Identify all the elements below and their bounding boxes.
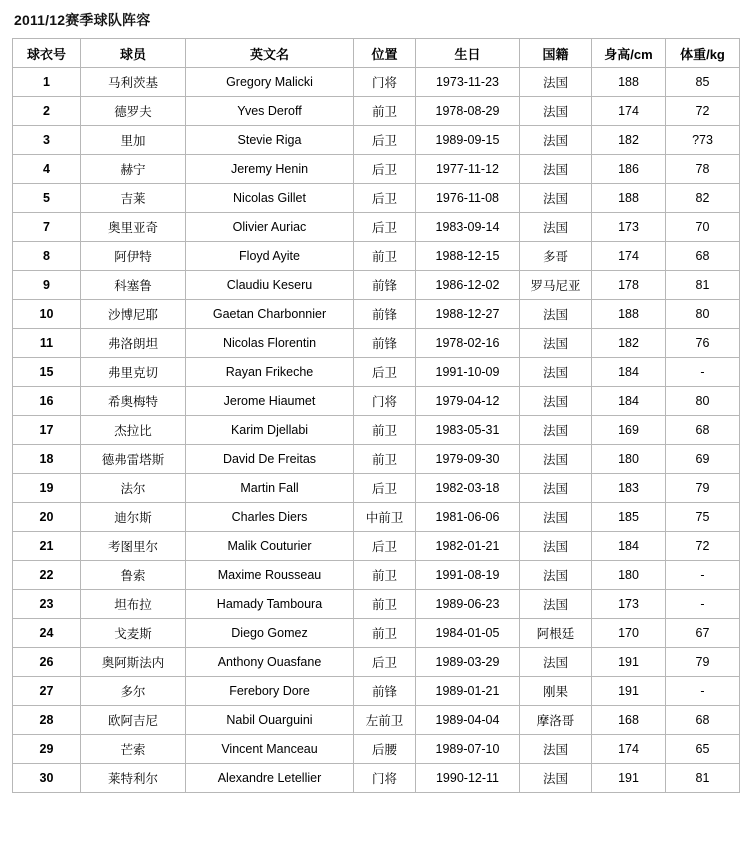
cell-nationality: 多哥 <box>520 242 592 271</box>
cell-birthday: 1978-02-16 <box>416 329 520 358</box>
table-row <box>13 358 740 387</box>
cell-position: 前锋 <box>354 677 416 706</box>
cell-jersey: 17 <box>13 416 81 445</box>
cell-height: 178 <box>592 271 666 300</box>
cell-english-name: Anthony Ouasfane <box>186 648 354 677</box>
table-header <box>13 39 740 68</box>
cell-weight: 80 <box>666 387 740 416</box>
cell-player: 德弗雷塔斯 <box>81 445 186 474</box>
cell-player: 沙博尼耶 <box>81 300 186 329</box>
table-row <box>13 648 740 677</box>
table-row <box>13 271 740 300</box>
cell-english-name: Stevie Riga <box>186 126 354 155</box>
cell-height: 184 <box>592 358 666 387</box>
cell-player: 希奥梅特 <box>81 387 186 416</box>
cell-position: 前锋 <box>354 329 416 358</box>
cell-height: 180 <box>592 561 666 590</box>
cell-position: 后卫 <box>354 358 416 387</box>
cell-height: 186 <box>592 155 666 184</box>
cell-height: 168 <box>592 706 666 735</box>
cell-height: 188 <box>592 68 666 97</box>
cell-height: 188 <box>592 184 666 213</box>
cell-birthday: 1989-06-23 <box>416 590 520 619</box>
cell-position: 前卫 <box>354 561 416 590</box>
cell-nationality: 法国 <box>520 213 592 242</box>
cell-birthday: 1984-01-05 <box>416 619 520 648</box>
cell-weight: 82 <box>666 184 740 213</box>
cell-english-name: Gregory Malicki <box>186 68 354 97</box>
cell-english-name: Maxime Rousseau <box>186 561 354 590</box>
cell-position: 后卫 <box>354 213 416 242</box>
cell-height: 184 <box>592 387 666 416</box>
cell-birthday: 1986-12-02 <box>416 271 520 300</box>
cell-height: 182 <box>592 329 666 358</box>
cell-jersey: 27 <box>13 677 81 706</box>
cell-weight: 68 <box>666 242 740 271</box>
cell-nationality: 法国 <box>520 300 592 329</box>
cell-jersey: 4 <box>13 155 81 184</box>
cell-player: 吉莱 <box>81 184 186 213</box>
cell-position: 前卫 <box>354 416 416 445</box>
cell-english-name: Nicolas Gillet <box>186 184 354 213</box>
column-header-player: 球员 <box>81 39 186 68</box>
cell-height: 173 <box>592 213 666 242</box>
cell-weight: 80 <box>666 300 740 329</box>
cell-player: 莱特利尔 <box>81 764 186 793</box>
cell-weight: 68 <box>666 706 740 735</box>
cell-nationality: 刚果 <box>520 677 592 706</box>
cell-height: 180 <box>592 445 666 474</box>
cell-nationality: 阿根廷 <box>520 619 592 648</box>
cell-height: 191 <box>592 764 666 793</box>
cell-english-name: Martin Fall <box>186 474 354 503</box>
cell-nationality: 罗马尼亚 <box>520 271 592 300</box>
cell-birthday: 1983-09-14 <box>416 213 520 242</box>
table-row <box>13 474 740 503</box>
cell-position: 后卫 <box>354 126 416 155</box>
cell-player: 法尔 <box>81 474 186 503</box>
cell-weight: 68 <box>666 416 740 445</box>
table-row <box>13 155 740 184</box>
cell-position: 前锋 <box>354 300 416 329</box>
cell-position: 前锋 <box>354 271 416 300</box>
cell-english-name: Floyd Ayite <box>186 242 354 271</box>
cell-position: 后卫 <box>354 184 416 213</box>
cell-height: 185 <box>592 503 666 532</box>
cell-jersey: 22 <box>13 561 81 590</box>
cell-jersey: 2 <box>13 97 81 126</box>
cell-weight: - <box>666 358 740 387</box>
cell-nationality: 法国 <box>520 184 592 213</box>
cell-nationality: 法国 <box>520 590 592 619</box>
column-header-nationality: 国籍 <box>520 39 592 68</box>
cell-jersey: 21 <box>13 532 81 561</box>
cell-height: 191 <box>592 677 666 706</box>
cell-jersey: 7 <box>13 213 81 242</box>
cell-position: 中前卫 <box>354 503 416 532</box>
cell-height: 173 <box>592 590 666 619</box>
cell-jersey: 8 <box>13 242 81 271</box>
cell-weight: 85 <box>666 68 740 97</box>
cell-weight: 79 <box>666 648 740 677</box>
cell-english-name: Yves Deroff <box>186 97 354 126</box>
column-header-height: 身高/cm <box>592 39 666 68</box>
cell-english-name: Charles Diers <box>186 503 354 532</box>
cell-player: 阿伊特 <box>81 242 186 271</box>
cell-birthday: 1988-12-15 <box>416 242 520 271</box>
cell-height: 174 <box>592 735 666 764</box>
cell-height: 184 <box>592 532 666 561</box>
cell-player: 芒索 <box>81 735 186 764</box>
cell-nationality: 法国 <box>520 503 592 532</box>
table-row <box>13 329 740 358</box>
cell-weight: 69 <box>666 445 740 474</box>
cell-nationality: 法国 <box>520 126 592 155</box>
cell-weight: 72 <box>666 97 740 126</box>
cell-english-name: Gaetan Charbonnier <box>186 300 354 329</box>
cell-jersey: 9 <box>13 271 81 300</box>
cell-jersey: 18 <box>13 445 81 474</box>
cell-position: 门将 <box>354 387 416 416</box>
cell-english-name: Hamady Tamboura <box>186 590 354 619</box>
table-row <box>13 532 740 561</box>
cell-english-name: Alexandre Letellier <box>186 764 354 793</box>
table-row <box>13 764 740 793</box>
table-row <box>13 561 740 590</box>
cell-player: 奥里亚奇 <box>81 213 186 242</box>
cell-player: 赫宁 <box>81 155 186 184</box>
cell-position: 前卫 <box>354 590 416 619</box>
cell-birthday: 1991-10-09 <box>416 358 520 387</box>
cell-jersey: 1 <box>13 68 81 97</box>
cell-nationality: 法国 <box>520 648 592 677</box>
cell-birthday: 1989-03-29 <box>416 648 520 677</box>
table-row <box>13 706 740 735</box>
cell-jersey: 16 <box>13 387 81 416</box>
cell-weight: ?73 <box>666 126 740 155</box>
cell-birthday: 1973-11-23 <box>416 68 520 97</box>
cell-height: 188 <box>592 300 666 329</box>
cell-birthday: 1976-11-08 <box>416 184 520 213</box>
table-row <box>13 503 740 532</box>
table-row <box>13 416 740 445</box>
cell-jersey: 15 <box>13 358 81 387</box>
cell-weight: 81 <box>666 764 740 793</box>
cell-player: 考图里尔 <box>81 532 186 561</box>
cell-english-name: Olivier Auriac <box>186 213 354 242</box>
cell-position: 前卫 <box>354 242 416 271</box>
table-row <box>13 590 740 619</box>
cell-jersey: 3 <box>13 126 81 155</box>
cell-nationality: 法国 <box>520 416 592 445</box>
cell-height: 182 <box>592 126 666 155</box>
cell-nationality: 法国 <box>520 764 592 793</box>
column-header-birthday: 生日 <box>416 39 520 68</box>
cell-player: 里加 <box>81 126 186 155</box>
cell-player: 弗洛朗坦 <box>81 329 186 358</box>
cell-weight: 75 <box>666 503 740 532</box>
cell-nationality: 法国 <box>520 474 592 503</box>
table-row <box>13 213 740 242</box>
cell-birthday: 1989-09-15 <box>416 126 520 155</box>
cell-nationality: 法国 <box>520 532 592 561</box>
cell-nationality: 法国 <box>520 68 592 97</box>
cell-nationality: 法国 <box>520 358 592 387</box>
cell-weight: - <box>666 677 740 706</box>
cell-english-name: Diego Gomez <box>186 619 354 648</box>
table-row <box>13 126 740 155</box>
cell-weight: 76 <box>666 329 740 358</box>
table-body <box>13 68 740 793</box>
cell-player: 多尔 <box>81 677 186 706</box>
cell-position: 门将 <box>354 68 416 97</box>
cell-birthday: 1979-04-12 <box>416 387 520 416</box>
cell-english-name: Claudiu Keseru <box>186 271 354 300</box>
cell-english-name: Nicolas Florentin <box>186 329 354 358</box>
cell-jersey: 28 <box>13 706 81 735</box>
cell-birthday: 1991-08-19 <box>416 561 520 590</box>
cell-english-name: Rayan Frikeche <box>186 358 354 387</box>
table-row <box>13 97 740 126</box>
cell-birthday: 1979-09-30 <box>416 445 520 474</box>
table-row <box>13 68 740 97</box>
cell-nationality: 法国 <box>520 445 592 474</box>
table-row <box>13 242 740 271</box>
cell-birthday: 1982-03-18 <box>416 474 520 503</box>
cell-height: 191 <box>592 648 666 677</box>
cell-position: 前卫 <box>354 445 416 474</box>
roster-table <box>12 38 740 793</box>
cell-height: 174 <box>592 242 666 271</box>
cell-english-name: Jeremy Henin <box>186 155 354 184</box>
cell-height: 170 <box>592 619 666 648</box>
cell-nationality: 法国 <box>520 155 592 184</box>
cell-nationality: 法国 <box>520 561 592 590</box>
cell-birthday: 1990-12-11 <box>416 764 520 793</box>
cell-player: 坦布拉 <box>81 590 186 619</box>
cell-birthday: 1989-07-10 <box>416 735 520 764</box>
cell-height: 169 <box>592 416 666 445</box>
cell-weight: - <box>666 561 740 590</box>
cell-player: 鲁索 <box>81 561 186 590</box>
cell-weight: 78 <box>666 155 740 184</box>
table-row <box>13 387 740 416</box>
cell-weight: 70 <box>666 213 740 242</box>
cell-jersey: 30 <box>13 764 81 793</box>
table-row <box>13 300 740 329</box>
cell-position: 后卫 <box>354 155 416 184</box>
cell-jersey: 29 <box>13 735 81 764</box>
cell-birthday: 1989-01-21 <box>416 677 520 706</box>
cell-birthday: 1983-05-31 <box>416 416 520 445</box>
cell-jersey: 19 <box>13 474 81 503</box>
cell-english-name: Vincent Manceau <box>186 735 354 764</box>
cell-nationality: 法国 <box>520 387 592 416</box>
cell-height: 183 <box>592 474 666 503</box>
cell-player: 科塞鲁 <box>81 271 186 300</box>
cell-height: 174 <box>592 97 666 126</box>
table-row <box>13 735 740 764</box>
cell-weight: 79 <box>666 474 740 503</box>
cell-player: 奥阿斯法内 <box>81 648 186 677</box>
cell-position: 前卫 <box>354 97 416 126</box>
cell-jersey: 11 <box>13 329 81 358</box>
cell-jersey: 5 <box>13 184 81 213</box>
cell-english-name: Karim Djellabi <box>186 416 354 445</box>
cell-player: 德罗夫 <box>81 97 186 126</box>
cell-english-name: Jerome Hiaumet <box>186 387 354 416</box>
cell-position: 门将 <box>354 764 416 793</box>
cell-weight: 67 <box>666 619 740 648</box>
cell-jersey: 24 <box>13 619 81 648</box>
cell-nationality: 法国 <box>520 97 592 126</box>
cell-position: 后卫 <box>354 474 416 503</box>
cell-jersey: 20 <box>13 503 81 532</box>
table-row <box>13 619 740 648</box>
cell-player: 马利茨基 <box>81 68 186 97</box>
table-header-row <box>13 39 740 68</box>
column-header-weight: 体重/kg <box>666 39 740 68</box>
page-title: 2011/12赛季球队阵容 <box>14 12 151 28</box>
cell-jersey: 10 <box>13 300 81 329</box>
cell-birthday: 1981-06-06 <box>416 503 520 532</box>
cell-player: 迪尔斯 <box>81 503 186 532</box>
cell-weight: - <box>666 590 740 619</box>
cell-player: 弗里克切 <box>81 358 186 387</box>
column-header-jersey: 球衣号 <box>13 39 81 68</box>
cell-english-name: Malik Couturier <box>186 532 354 561</box>
cell-jersey: 26 <box>13 648 81 677</box>
cell-position: 后卫 <box>354 532 416 561</box>
cell-birthday: 1989-04-04 <box>416 706 520 735</box>
cell-player: 戈麦斯 <box>81 619 186 648</box>
cell-weight: 65 <box>666 735 740 764</box>
cell-nationality: 法国 <box>520 329 592 358</box>
table-row <box>13 677 740 706</box>
cell-english-name: Ferebory Dore <box>186 677 354 706</box>
cell-player: 杰拉比 <box>81 416 186 445</box>
cell-birthday: 1978-08-29 <box>416 97 520 126</box>
cell-position: 后卫 <box>354 648 416 677</box>
cell-jersey: 23 <box>13 590 81 619</box>
cell-position: 左前卫 <box>354 706 416 735</box>
cell-weight: 72 <box>666 532 740 561</box>
cell-birthday: 1982-01-21 <box>416 532 520 561</box>
cell-english-name: David De Freitas <box>186 445 354 474</box>
cell-position: 后腰 <box>354 735 416 764</box>
table-row <box>13 445 740 474</box>
cell-birthday: 1988-12-27 <box>416 300 520 329</box>
cell-position: 前卫 <box>354 619 416 648</box>
column-header-english-name: 英文名 <box>186 39 354 68</box>
column-header-position: 位置 <box>354 39 416 68</box>
table-row <box>13 184 740 213</box>
cell-english-name: Nabil Ouarguini <box>186 706 354 735</box>
cell-player: 欧阿吉尼 <box>81 706 186 735</box>
cell-birthday: 1977-11-12 <box>416 155 520 184</box>
cell-nationality: 摩洛哥 <box>520 706 592 735</box>
cell-nationality: 法国 <box>520 735 592 764</box>
cell-weight: 81 <box>666 271 740 300</box>
